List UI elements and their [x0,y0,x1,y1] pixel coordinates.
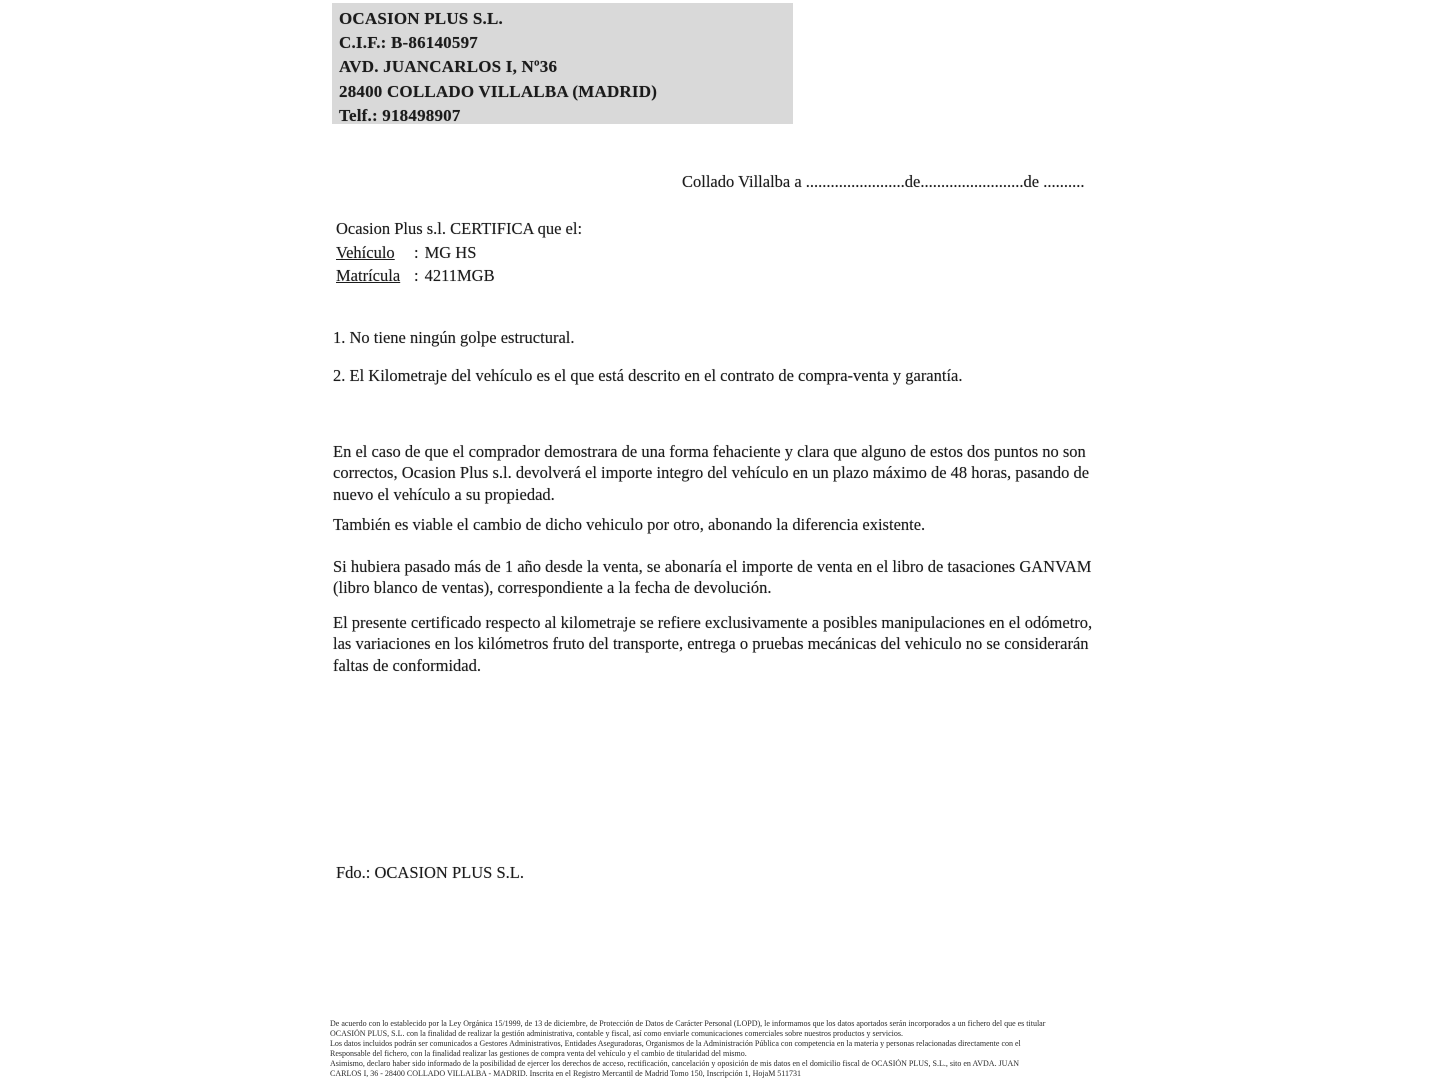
body-paragraph-refund: En el caso de que el comprador demostrara de una forma fehaciente y clara que alguno de estos dos puntos no son correctos, Ocasion Plus s.l. devolverá el importe integro del vehículo en un plazo máximo de 48 horas, pasando de nuevo el vehículo a su propiedad. [333,442,1090,504]
legal-footer-line-2: OCASIÓN PLUS, S.L. con la finalidad de realizar la gestión administrativa, contable y fiscal, así como enviarle comunicaciones comerciales sobre nuestros productos y servicios. [330,1028,903,1038]
vehicle-separator: : [414,242,419,262]
company-header-block [332,3,793,124]
company-cif: C.I.F.: B-86140597 [339,33,478,53]
company-phone: Telf.: 918498907 [339,105,461,125]
plate-value: 4211MGB [424,266,495,285]
plate-label: Matrícula [336,266,401,285]
plate-field [336,264,582,288]
signature-line: Fdo.: OCASION PLUS S.L. [336,863,524,882]
legal-footer [330,1019,1120,1078]
legal-footer-line-3: Los datos incluidos podrán ser comunicados a Gestores Administrativos, Entidades Aseguradoras, Organismos de la Administración Pública con competencia en la materia y personas relacionadas directamente con el [330,1038,1021,1048]
company-address: AVD. JUANCARLOS I, Nº36 [339,57,558,77]
body-paragraph-ganvam: Si hubiera pasado más de 1 año desde la venta, se abonaría el importe de venta en el libro de tasaciones GANVAM (libro blanco de ventas), correspondiente a la fecha de devolución. [333,557,1092,598]
legal-footer-line-6: CARLOS I, 36 - 28400 COLLADO VILLALBA - MADRID. Inscrita en el Registro Mercantil de Madrid Tomo 150, Inscripción 1, HojaM 511731 [330,1068,802,1078]
certification-block [336,217,582,288]
vehicle-label: Vehículo [336,242,395,262]
legal-footer-line-1: De acuerdo con lo establecido por la Ley Orgánica 15/1999, de 13 de diciembre, de Protección de Datos de Carácter Personal (LOPD), le informamos que los datos aportados serán incorporados a un fichero del que es titular [330,1019,1046,1028]
vehicle-value: MG HS [424,242,477,262]
certify-statement: Ocasion Plus s.l. CERTIFICA que el: [336,219,583,238]
body-paragraph-odometer: El presente certificado respecto al kilometraje se refiere exclusivamente a posibles manipulaciones en el odómetro, las variaciones en los kilómetros fruto del transporte, entrega o pruebas mecánicas del vehiculo no se considerarán faltas de conformidad. [333,613,1093,675]
vehicle-field [336,241,582,265]
company-city: 28400 COLLADO VILLALBA (MADRID) [339,81,658,101]
date-line: Collado Villalba a ........................de.........................de .......... [682,172,1085,191]
body-paragraph-exchange: También es viable el cambio de dicho vehiculo por otro, abonando la diferencia existente. [333,515,926,534]
certification-point-1: 1. No tiene ningún golpe estructural. [333,328,575,347]
certification-point-2: 2. El Kilometraje del vehículo es el que está descrito en el contrato de compra-venta y garantía. [333,366,963,385]
legal-footer-line-4: Responsable del fichero, con la finalidad realizar las gestiones de compra venta del vehículo y el cambio de titularidad del mismo. [330,1048,747,1058]
plate-separator: : [414,266,419,285]
legal-footer-line-5: Asimismo, declaro haber sido informado de la posibilidad de ejercer los derechos de acceso, rectificación, cancelación y oposición de mis datos en el domicilio fiscal de OCASIÓN PLUS, S.L., sito en AVDA. JUAN [330,1058,1020,1068]
company-name: OCASION PLUS S.L. [339,9,503,28]
